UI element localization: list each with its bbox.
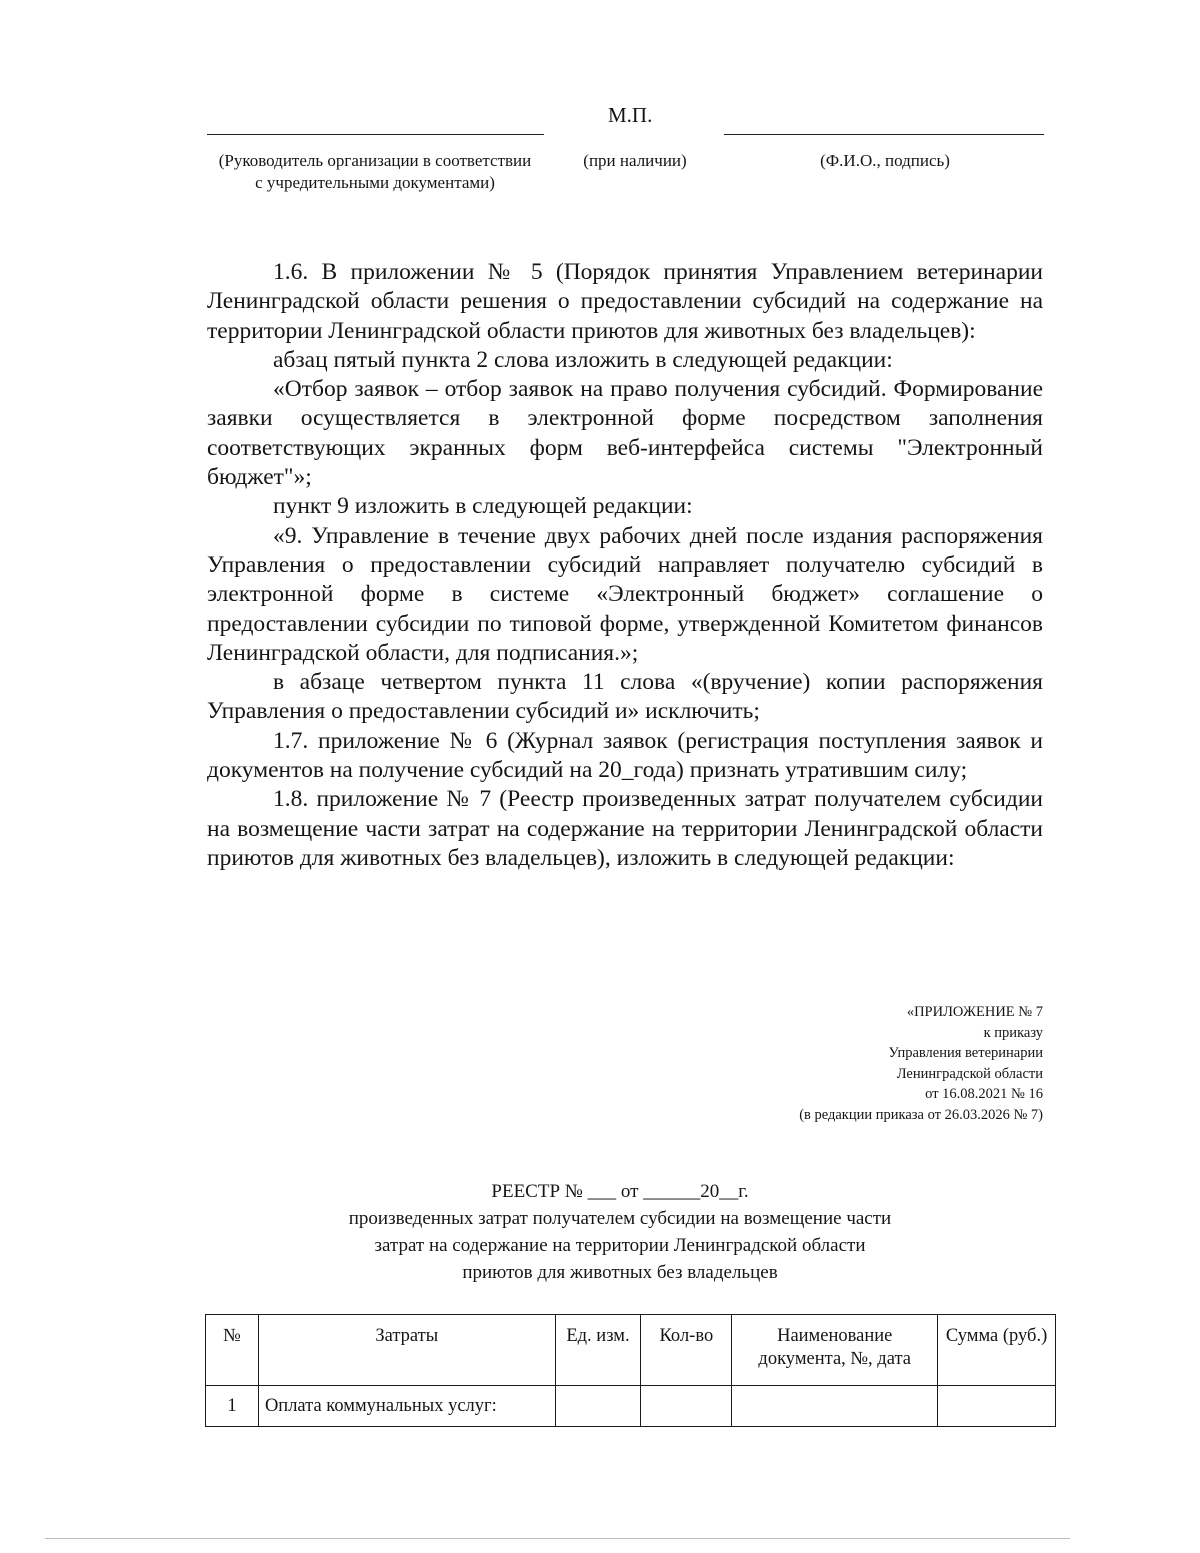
appendix-line: Управления ветеринарии xyxy=(888,1045,1043,1062)
appendix-line: Ленинградской области xyxy=(896,1065,1043,1082)
registry-subtitle: приютов для животных без владельцев xyxy=(462,1262,778,1283)
paragraph: 1.6. В приложении № 5 (Порядок принятия Управлением ветеринарии Ленинградской области решения о предоставлении субсидий на содержание на территории Ленинградской области приютов для животных без владельцев): xyxy=(207,259,1043,344)
paragraph: 1.8. приложение № 7 (Реестр произведенных затрат получателем субсидии на возмещение части затрат на содержание на территории Ленинградской области приютов для животных без владельцев), изложить в следующей редакции: xyxy=(207,786,1043,871)
signature-line-head xyxy=(207,134,544,135)
registry-subtitle: затрат на содержание на территории Ленинградской области xyxy=(374,1235,866,1256)
header-sum: Сумма (руб.) xyxy=(938,1315,1056,1386)
paragraph: «9. Управление в течение двух рабочих дней после издания распоряжения Управления о предоставлении субсидий направляет получателю субсидий в электронной форме в системе «Электронный бюджет» соглашение о предоставлении субсидии по типовой форме, утвержденной Комитетом финансов Ленинградской области, для подписания.»; xyxy=(207,522,1043,666)
table-header-row xyxy=(206,1315,1056,1386)
paragraph: в абзаце четвертом пункта 11 слова «(вручение) копии распоряжения Управления о предоставлении субсидий и» исключить; xyxy=(207,669,1043,725)
caption-stamp: (при наличии) xyxy=(583,151,687,170)
registry-subtitle: произведенных затрат получателем субсидии на возмещение части xyxy=(348,1208,892,1229)
appendix-line: «ПРИЛОЖЕНИЕ № 7 xyxy=(906,1004,1043,1020)
header-num: № xyxy=(206,1315,259,1386)
cell-unit xyxy=(555,1386,641,1427)
header-qty: Кол-во xyxy=(641,1315,732,1386)
appendix-header xyxy=(799,1002,1043,1126)
page-bottom-rule xyxy=(45,1538,1070,1539)
registry-title xyxy=(260,1178,980,1286)
header-doc: Наименование документа, №, дата xyxy=(732,1315,938,1386)
table-row xyxy=(206,1386,1056,1427)
appendix-line: (в редакции приказа от 26.03.2026 № 7) xyxy=(799,1106,1043,1123)
caption-head: (Руководитель организации в соответствии с учредительными документами) xyxy=(218,151,532,192)
header-costs: Затраты xyxy=(258,1315,555,1386)
appendix-line: к приказу xyxy=(983,1024,1043,1041)
cell-sum xyxy=(938,1386,1056,1427)
appendix-line: от 16.08.2021 № 16 xyxy=(925,1086,1043,1103)
cell-costs: Оплата коммунальных услуг: xyxy=(258,1386,555,1427)
paragraph: 1.7. приложение № 6 (Журнал заявок (регистрация поступления заявок и документов на получение субсидий на 20_года) признать утратившим силу; xyxy=(207,727,1043,784)
paragraph: абзац пятый пункта 2 слова изложить в следующей редакции: xyxy=(273,346,893,373)
cell-doc xyxy=(732,1386,938,1427)
body-text xyxy=(207,258,1043,873)
stamp-label: М.П. xyxy=(608,103,653,127)
caption-name: (Ф.И.О., подпись) xyxy=(820,151,950,170)
signature-line-name xyxy=(724,134,1044,135)
paragraph: «Отбор заявок – отбор заявок на право получения субсидий. Формирование заявки осуществляется в электронной форме посредством заполнения соответствующих экранных форм веб-интерфейса системы "Электронный бюджет"»; xyxy=(207,376,1043,491)
paragraph: пункт 9 изложить в следующей редакции: xyxy=(273,493,693,520)
cell-num: 1 xyxy=(206,1386,259,1427)
registry-title-line: РЕЕСТР № ___ от ______20__г. xyxy=(491,1181,749,1202)
cell-qty xyxy=(641,1386,732,1427)
header-unit: Ед. изм. xyxy=(555,1315,641,1386)
registry-table xyxy=(205,1314,1056,1427)
